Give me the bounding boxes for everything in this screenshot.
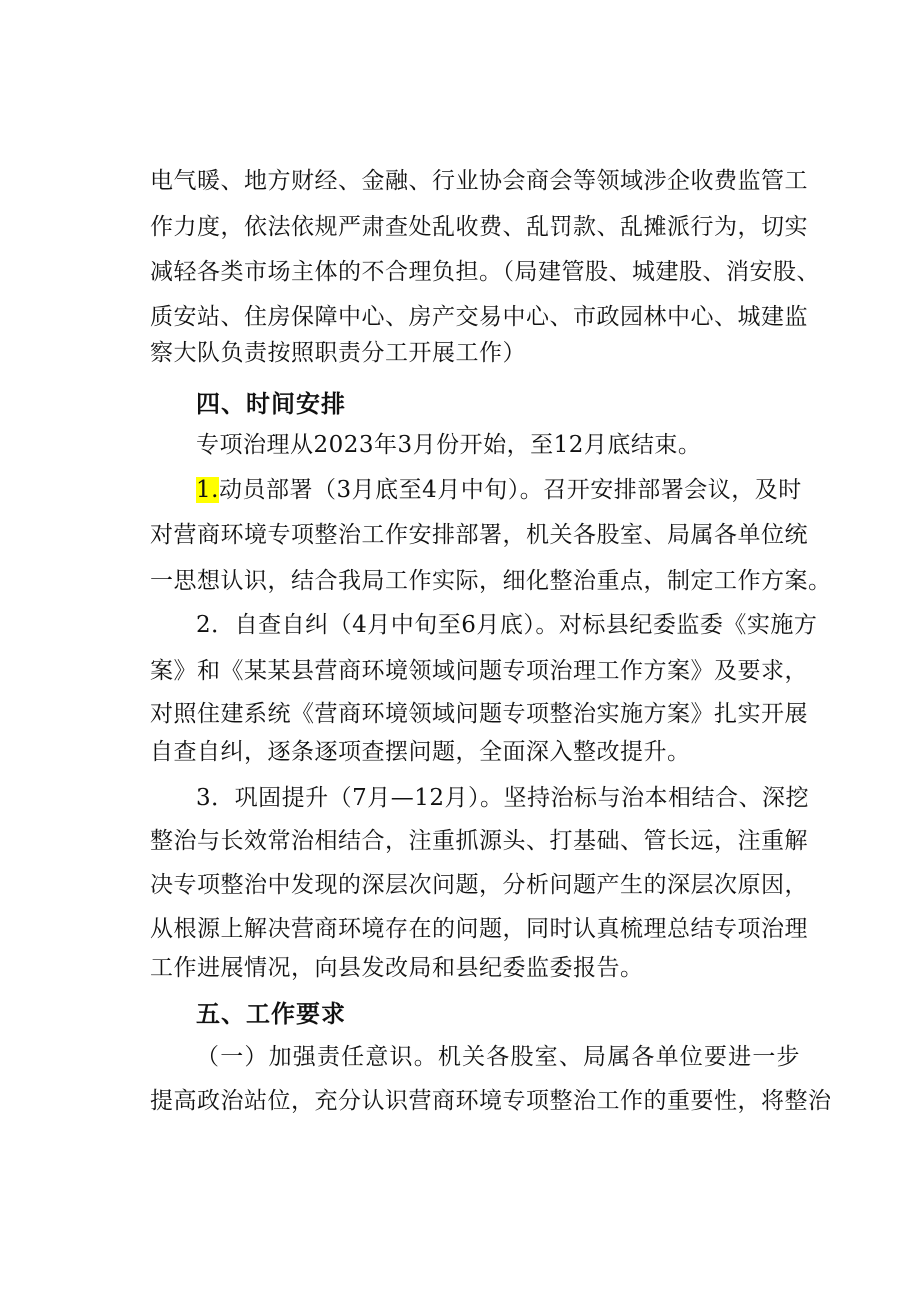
paragraph-line: 察大队负责按照职责分工开展工作） xyxy=(150,340,526,366)
item2-line: 2．自查自纠（4月中旬至6月底）。对标县纪委监委《实施方 xyxy=(196,612,818,638)
section-heading-schedule: 四、时间安排 xyxy=(196,390,346,418)
highlighted-item-number: 1. xyxy=(196,477,219,503)
item2-line: 自查自纠，逐条逐项查摆问题，全面深入整改提升。 xyxy=(150,739,691,765)
requirement-line: （一）加强责任意识。机关各股室、局属各单位要进一步 xyxy=(196,1044,800,1070)
paragraph-line: 质安站、住房保障中心、房产交易中心、市政园林中心、城建监 xyxy=(150,304,808,330)
item1-line: 1.动员部署（3月底至4月中旬）。召开安排部署会议，及时 xyxy=(196,477,802,503)
item3-line: 从根源上解决营商环境存在的问题，同时认真梳理总结专项治理 xyxy=(150,916,808,942)
paragraph-line: 作力度，依法依规严肃查处乱收费、乱罚款、乱摊派行为，切实 xyxy=(150,214,808,240)
schedule-intro: 专项治理从2023年3月份开始，至12月底结束。 xyxy=(196,432,702,458)
item2-line: 案》和《某某县营商环境领域问题专项治理工作方案》及要求， xyxy=(150,658,808,684)
item3-line: 3．巩固提升（7月—12月）。坚持治标与治本相结合、深挖 xyxy=(196,785,810,811)
requirement-line: 提高政治站位，充分认识营商环境专项整治工作的重要性，将整治 xyxy=(150,1088,832,1114)
item3-line: 整治与长效常治相结合，注重抓源头、打基础、管长远，注重解 xyxy=(150,828,808,854)
paragraph-line: 减轻各类市场主体的不合理负担。（局建管股、城建股、消安股、 xyxy=(150,259,820,285)
paragraph-line: 电气暖、地方财经、金融、行业协会商会等领域涉企收费监管工 xyxy=(150,168,808,194)
item3-line: 决专项整治中发现的深层次问题，分析问题产生的深层次原因， xyxy=(150,872,808,898)
item3-line: 工作进展情况，向县发改局和县纪委监委报告。 xyxy=(150,955,644,981)
item1-line: 一思想认识，结合我局工作实际，细化整治重点，制定工作方案。 xyxy=(150,568,832,594)
item2-line: 对照住建系统《营商环境领域问题专项整治实施方案》扎实开展 xyxy=(150,701,808,727)
section-heading-requirements: 五、工作要求 xyxy=(196,1000,346,1028)
item1-line: 对营商环境专项整治工作安排部署，机关各股室、局属各单位统 xyxy=(150,522,808,548)
